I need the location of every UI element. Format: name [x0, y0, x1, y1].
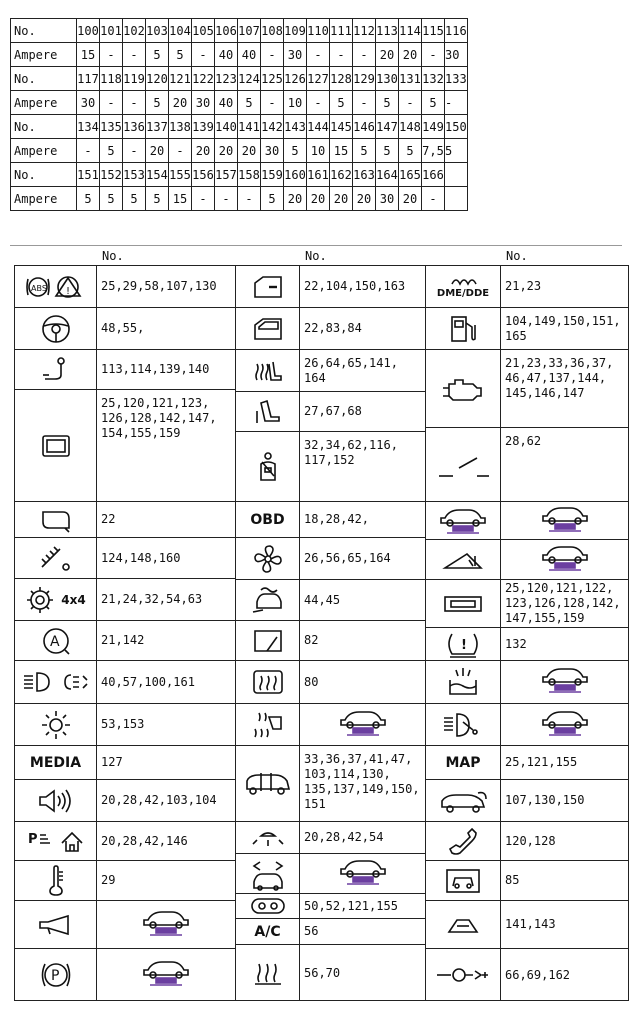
fuse-number-cell: 112	[353, 19, 376, 43]
fuse-number-cell: 156	[192, 163, 215, 187]
fuse-numbers: 22,83,84	[299, 307, 425, 349]
ampere-cell: -	[261, 91, 284, 115]
speaker-icon	[14, 779, 96, 821]
slope-icon	[425, 539, 500, 579]
fuse-number-cell: 132	[422, 67, 445, 91]
fuse-numbers: 56	[299, 918, 425, 944]
row-label-no: No.	[11, 115, 77, 139]
ampere-cell: -	[445, 91, 468, 115]
ampere-cell: -	[192, 187, 215, 211]
fuse-number-cell: 150	[445, 115, 468, 139]
car-lift-icon	[335, 857, 391, 891]
column-header-no: No.	[102, 249, 124, 263]
fuse-numbers: 20,28,42,146	[96, 821, 235, 860]
fuse-number-cell: 128	[330, 67, 353, 91]
fuse-numbers: 22,104,150,163	[299, 265, 425, 307]
fuse-number-cell: 148	[399, 115, 422, 139]
car-lift-cell	[500, 539, 629, 579]
fuse-numbers: 21,23	[500, 265, 629, 307]
fuse-number-row	[11, 67, 468, 91]
ampere-cell: 30	[376, 187, 399, 211]
ampere-row	[11, 91, 468, 115]
ampere-cell: 20	[399, 187, 422, 211]
rear-wiper-icon	[235, 620, 299, 660]
ampere-cell: 20	[284, 187, 307, 211]
car-lift-icon	[138, 958, 194, 992]
fuse-numbers: 56,70	[299, 944, 425, 1001]
ampere-cell: 7,5	[422, 139, 445, 163]
ampere-cell: 20	[307, 187, 330, 211]
icon-label: MAP	[445, 754, 481, 771]
icon-label: OBD	[250, 511, 285, 528]
fuse-number-row	[11, 163, 468, 187]
car-seat-icon	[425, 860, 500, 900]
fuse-number-cell: 142	[261, 115, 284, 139]
fuse-numbers: 20,28,42,54	[299, 821, 425, 853]
ampere-cell: 5	[376, 139, 399, 163]
fuse-number-cell: 104	[169, 19, 192, 43]
ampere-cell: 20	[146, 139, 169, 163]
ampere-cell: -	[353, 43, 376, 67]
fuse-numbers: 25,29,58,107,130	[96, 265, 235, 307]
fuse-number-cell: 147	[376, 115, 399, 139]
fuse-number-cell: 116	[445, 19, 468, 43]
fuse-numbers: 25,121,155	[500, 745, 629, 779]
fuse-number-cell: 123	[215, 67, 238, 91]
headlight-washer-icon	[425, 703, 500, 745]
ampere-cell: 5	[376, 91, 399, 115]
fuse-number-cell: 155	[169, 163, 192, 187]
car-lift-icon	[537, 543, 593, 577]
car-doors-icon	[235, 745, 299, 821]
fuse-number-cell: 102	[123, 19, 146, 43]
fuse-numbers: 104,149,150,151, 165	[500, 307, 629, 349]
fuse-number-cell: 134	[77, 115, 100, 139]
seat-heating-icon	[235, 349, 299, 391]
row-label-ampere: Ampere	[11, 43, 77, 67]
ampere-cell: -	[123, 139, 146, 163]
fuse-number-cell: 107	[238, 19, 261, 43]
fuse-number-cell	[445, 163, 468, 187]
svg-text:ABS: ABS	[30, 283, 47, 293]
fuse-number-cell: 160	[284, 163, 307, 187]
car-lift-icon	[537, 665, 593, 699]
ampere-cell: -	[77, 139, 100, 163]
fuse-number-cell: 121	[169, 67, 192, 91]
fuse-number-cell: 124	[238, 67, 261, 91]
fuse-number-cell: 165	[399, 163, 422, 187]
row-label-ampere: Ampere	[11, 187, 77, 211]
fuse-number-cell: 139	[192, 115, 215, 139]
car-lift-icon	[138, 908, 194, 942]
fuse-number-cell: 100	[77, 19, 100, 43]
trailer-hitch-icon	[425, 427, 500, 501]
fuse-number-cell: 109	[284, 19, 307, 43]
ampere-cell: 20	[238, 139, 261, 163]
fuse-number-cell: 157	[215, 163, 238, 187]
ampere-cell: 40	[215, 91, 238, 115]
interior-light-icon	[14, 703, 96, 745]
car-lift-cell	[299, 703, 425, 745]
ampere-cell: 15	[330, 139, 353, 163]
telephone-icon	[425, 821, 500, 860]
fuse-number-cell: 118	[100, 67, 123, 91]
ampere-cell: 5	[422, 91, 445, 115]
ampere-cell: 5	[284, 139, 307, 163]
fuse-number-cell: 141	[238, 115, 261, 139]
fuse-numbers: 21,23,33,36,37, 46,47,137,144, 145,146,147	[500, 349, 629, 427]
radio-icon	[425, 579, 500, 627]
reading-light-icon	[235, 821, 299, 853]
fan-icon	[235, 537, 299, 579]
grid-border-bottom	[14, 1000, 629, 1001]
ampere-cell: -	[123, 91, 146, 115]
svg-text:A: A	[49, 633, 60, 650]
fuse-numbers: 25,120,121,122, 123,126,128,142, 147,155,159	[500, 579, 629, 627]
fuse-number-cell: 144	[307, 115, 330, 139]
ampere-table	[10, 18, 468, 211]
ampere-cell: 20	[215, 139, 238, 163]
park-distance-icon	[14, 821, 96, 860]
rear-defrost-icon	[235, 660, 299, 703]
fuse-numbers: 18,28,42,	[299, 501, 425, 537]
ampere-cell: 5	[146, 91, 169, 115]
ampere-row	[11, 187, 468, 211]
fuse-number-cell: 111	[330, 19, 353, 43]
car-lift-cell	[96, 948, 235, 1001]
all-wheel-drive-icon	[14, 578, 96, 620]
ampere-cell: 5	[146, 43, 169, 67]
fuse-numbers: 82	[299, 620, 425, 660]
air-conditioning-icon	[235, 918, 299, 944]
ampere-cell: -	[330, 43, 353, 67]
fuse-numbers: 21,24,32,54,63	[96, 578, 235, 620]
thermometer-icon	[14, 860, 96, 900]
ampere-cell: 5	[146, 187, 169, 211]
fuse-number-cell: 152	[100, 163, 123, 187]
window-icon	[235, 307, 299, 349]
fuse-numbers: 85	[500, 860, 629, 900]
fuse-numbers: 27,67,68	[299, 391, 425, 431]
fuse-numbers: 33,36,37,41,47, 103,114,130, 135,137,149,150, 151	[299, 745, 425, 821]
ampere-cell	[445, 187, 468, 211]
fuse-number-cell: 133	[445, 67, 468, 91]
fuse-numbers: 40,57,100,161	[96, 660, 235, 703]
fuse-numbers: 120,128	[500, 821, 629, 860]
ampere-cell: -	[192, 43, 215, 67]
fuel-cap-icon	[425, 948, 500, 1001]
ampere-row	[11, 43, 468, 67]
fuse-number-cell: 158	[238, 163, 261, 187]
ampere-cell: 30	[284, 43, 307, 67]
ampere-cell: -	[307, 91, 330, 115]
ampere-cell: 15	[169, 187, 192, 211]
fuel-pump-icon	[425, 307, 500, 349]
car-cooling-icon	[235, 853, 299, 893]
fuse-number-cell: 145	[330, 115, 353, 139]
fuse-number-cell: 143	[284, 115, 307, 139]
fuse-number-cell: 125	[261, 67, 284, 91]
icon-label: A/C	[254, 923, 281, 940]
fuse-numbers: 26,64,65,141, 164	[299, 349, 425, 391]
fuse-number-cell: 149	[422, 115, 445, 139]
fuse-number-cell: 138	[169, 115, 192, 139]
fuse-number-cell: 105	[192, 19, 215, 43]
ampere-cell: 20	[169, 91, 192, 115]
headlight-icon	[14, 660, 96, 703]
fuse-numbers: 53,153	[96, 703, 235, 745]
car-lift-icon	[537, 504, 593, 538]
ampere-cell: 30	[192, 91, 215, 115]
fuse-number-cell: 163	[353, 163, 376, 187]
steering-wheel-icon	[14, 307, 96, 349]
ampere-cell: 5	[261, 187, 284, 211]
obd-icon	[235, 501, 299, 537]
ampere-cell: 5	[77, 187, 100, 211]
ampere-cell: -	[422, 43, 445, 67]
ampere-cell: 30	[445, 43, 468, 67]
ampere-cell: -	[215, 187, 238, 211]
ampere-cell: -	[123, 43, 146, 67]
fuse-number-cell: 162	[330, 163, 353, 187]
fuse-number-cell: 117	[77, 67, 100, 91]
fuse-number-cell: 122	[192, 67, 215, 91]
car-lift-cell	[500, 660, 629, 703]
fuse-numbers: 44,45	[299, 579, 425, 620]
fuse-number-cell: 110	[307, 19, 330, 43]
column-header-no: No.	[305, 249, 327, 263]
fuse-function-table	[14, 249, 629, 1001]
ampere-cell: 5	[100, 139, 123, 163]
fuse-number-cell: 115	[422, 19, 445, 43]
horn-icon	[14, 900, 96, 948]
dme-dde-icon	[425, 265, 500, 307]
fuse-number-cell: 114	[399, 19, 422, 43]
parking-brake-icon	[14, 948, 96, 1001]
ampere-cell: -	[169, 139, 192, 163]
fuse-number-cell: 146	[353, 115, 376, 139]
ampere-cell: -	[307, 43, 330, 67]
fuse-number-cell: 129	[353, 67, 376, 91]
rear-heat-icon	[235, 944, 299, 1001]
fuse-number-cell: 140	[215, 115, 238, 139]
sunroof-icon	[425, 900, 500, 948]
fuse-number-row	[11, 19, 468, 43]
climate-car-icon	[235, 579, 299, 620]
fuse-number-cell: 120	[146, 67, 169, 91]
fuse-number-cell: 153	[123, 163, 146, 187]
gear-lever-icon	[14, 349, 96, 389]
fuse-number-cell: 130	[376, 67, 399, 91]
car-lift-cell	[500, 501, 629, 539]
fuse-numbers: 26,56,65,164	[299, 537, 425, 579]
washer-fluid-icon	[425, 660, 500, 703]
car-lift-cell	[500, 703, 629, 745]
svg-text:P: P	[27, 832, 38, 847]
ampere-cell: 40	[215, 43, 238, 67]
fuse-numbers: 25,120,121,123, 126,128,142,147, 154,155,159	[96, 389, 235, 501]
tire-pressure-icon	[425, 627, 500, 660]
ampere-cell: 20	[330, 187, 353, 211]
awd-label: 4x4	[61, 592, 86, 607]
ampere-cell: 30	[261, 139, 284, 163]
icon-label: MEDIA	[29, 754, 82, 771]
ampere-cell: 20	[399, 43, 422, 67]
ampere-cell: -	[100, 43, 123, 67]
ampere-cell: 15	[77, 43, 100, 67]
fuse-numbers: 29	[96, 860, 235, 900]
fuse-number-cell: 166	[422, 163, 445, 187]
row-label-no: No.	[11, 19, 77, 43]
fuse-numbers: 48,55,	[96, 307, 235, 349]
fuse-numbers: 141,143	[500, 900, 629, 948]
shock-absorber-icon	[14, 537, 96, 578]
car-lift-icon	[537, 708, 593, 742]
fuse-number-cell: 131	[399, 67, 422, 91]
fuse-number-cell: 103	[146, 19, 169, 43]
dme-dde-label: DME/DDE	[436, 288, 490, 299]
fuse-number-cell: 106	[215, 19, 238, 43]
engine-icon	[425, 349, 500, 427]
fuse-number-cell: 127	[307, 67, 330, 91]
ampere-cell: -	[100, 91, 123, 115]
fuse-number-cell: 137	[146, 115, 169, 139]
car-lift-cell	[299, 853, 425, 893]
ampere-cell: 40	[238, 43, 261, 67]
fuse-number-row	[11, 115, 468, 139]
fuse-number-cell: 136	[123, 115, 146, 139]
seat-adjust-icon	[235, 391, 299, 431]
fuse-number-cell: 154	[146, 163, 169, 187]
fuse-numbers: 80	[299, 660, 425, 703]
map-icon	[425, 745, 500, 779]
fuse-numbers: 127	[96, 745, 235, 779]
windshield-heat-icon	[235, 703, 299, 745]
ampere-cell: -	[261, 43, 284, 67]
row-label-ampere: Ampere	[11, 91, 77, 115]
fuse-number-cell: 151	[77, 163, 100, 187]
svg-text:P: P	[50, 968, 59, 984]
ampere-cell: 5	[123, 187, 146, 211]
column-header-no: No.	[506, 249, 528, 263]
fuse-numbers: 32,34,62,116, 117,152	[299, 431, 425, 501]
fuse-numbers: 21,142	[96, 620, 235, 660]
ampere-cell: -	[422, 187, 445, 211]
ampere-cell: 5	[353, 139, 376, 163]
ampere-cell: -	[353, 91, 376, 115]
ampere-cell: 5	[238, 91, 261, 115]
ampere-cell: 10	[284, 91, 307, 115]
ampere-cell: 20	[376, 43, 399, 67]
fuse-numbers: 113,114,139,140	[96, 349, 235, 389]
car-tailgate-icon	[425, 779, 500, 821]
abs-warning-icons	[14, 265, 96, 307]
fuse-numbers: 124,148,160	[96, 537, 235, 578]
display-screen-icon	[14, 389, 96, 501]
fuse-numbers: 22	[96, 501, 235, 537]
ampere-cell: 5	[445, 139, 468, 163]
ampere-cell: 10	[307, 139, 330, 163]
car-lift-cell	[96, 900, 235, 948]
media-icon	[14, 745, 96, 779]
car-lift-icon	[335, 708, 391, 742]
svg-text:!: !	[461, 638, 467, 653]
row-label-no: No.	[11, 163, 77, 187]
fuse-number-cell: 113	[376, 19, 399, 43]
ampere-cell: 30	[77, 91, 100, 115]
svg-text:!: !	[64, 285, 71, 297]
ampere-cell: -	[399, 91, 422, 115]
car-lift-icon	[425, 501, 500, 539]
row-label-no: No.	[11, 67, 77, 91]
fuse-numbers: 66,69,162	[500, 948, 629, 1001]
fuse-numbers: 20,28,42,103,104	[96, 779, 235, 821]
ampere-row	[11, 139, 468, 163]
ampere-cell: 5	[399, 139, 422, 163]
fuse-numbers: 50,52,121,155	[299, 893, 425, 918]
ampere-cell: 5	[100, 187, 123, 211]
auto-start-stop-icon	[14, 620, 96, 660]
fuse-number-cell: 159	[261, 163, 284, 187]
fuse-numbers: 28,62	[500, 427, 629, 501]
ampere-cell: 20	[192, 139, 215, 163]
seatbelt-icon	[235, 431, 299, 501]
door-handle-icon	[235, 265, 299, 307]
fuse-numbers: 107,130,150	[500, 779, 629, 821]
fuse-number-cell: 101	[100, 19, 123, 43]
side-mirror-icon	[14, 501, 96, 537]
fuse-number-cell: 108	[261, 19, 284, 43]
ampere-cell: 5	[169, 43, 192, 67]
ampere-cell: 5	[330, 91, 353, 115]
fuse-numbers: 132	[500, 627, 629, 660]
fuse-number-cell: 119	[123, 67, 146, 91]
ampere-cell: -	[238, 187, 261, 211]
fuse-number-cell: 135	[100, 115, 123, 139]
fuse-number-cell: 126	[284, 67, 307, 91]
fuse-number-cell: 161	[307, 163, 330, 187]
fuse-number-cell: 164	[376, 163, 399, 187]
lamp-icon	[235, 893, 299, 918]
ampere-cell: 20	[353, 187, 376, 211]
row-label-ampere: Ampere	[11, 139, 77, 163]
section-divider	[10, 245, 622, 246]
